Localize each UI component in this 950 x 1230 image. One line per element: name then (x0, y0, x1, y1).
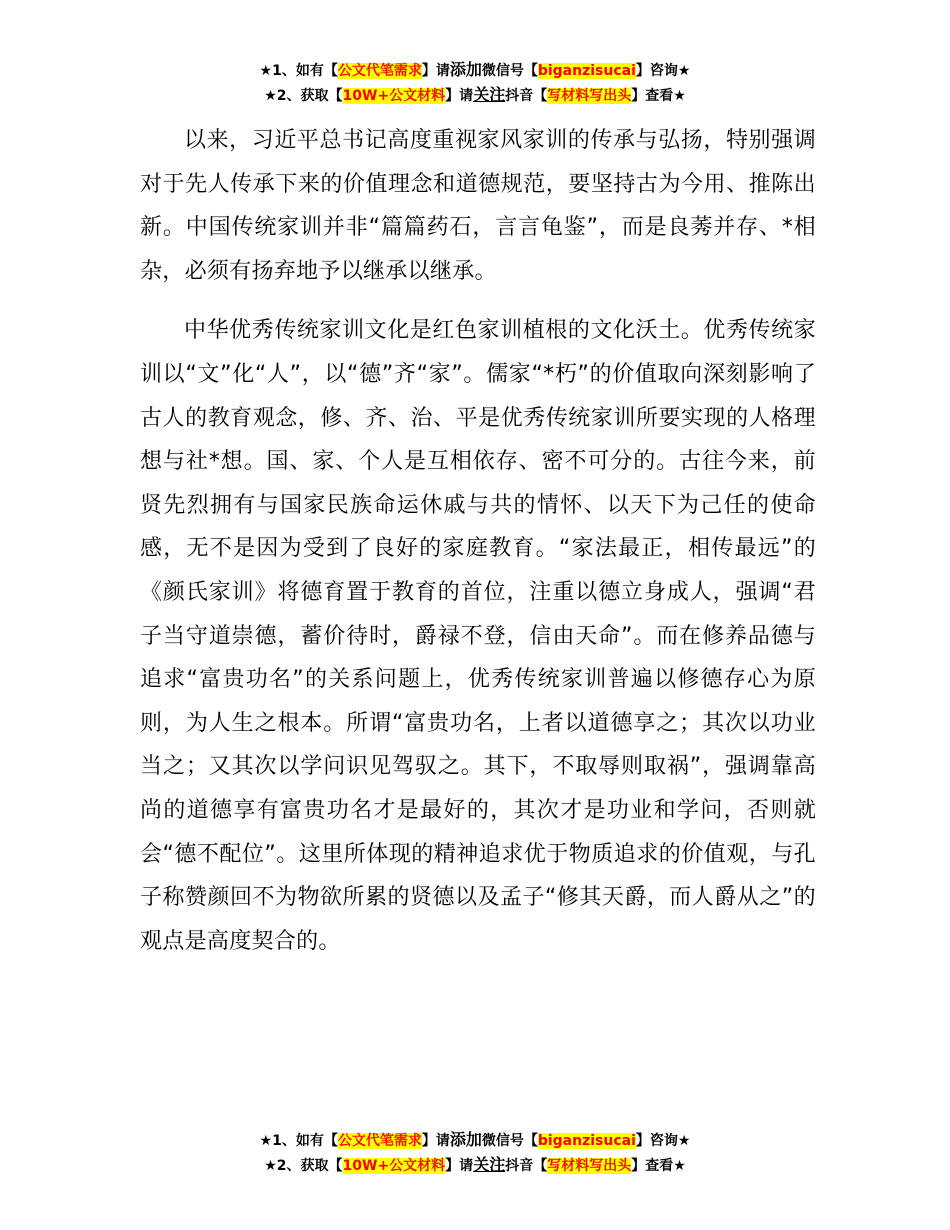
banner-text: 】请 (445, 88, 474, 104)
header-banner (0, 58, 950, 108)
banner-text: ★2、获取【 (264, 1158, 343, 1174)
banner-text: 】查看★ (631, 1158, 686, 1174)
header-banner-line-2 (0, 83, 950, 108)
footer-banner (0, 1128, 950, 1178)
highlight-materials: 10W+公文材料 (342, 1158, 446, 1174)
banner-text: 】请 (445, 1158, 474, 1174)
highlight-materials: 10W+公文材料 (342, 88, 446, 104)
banner-text-emphasis: 添加 (449, 60, 482, 79)
banner-text-emphasis: 关注 (473, 85, 506, 104)
banner-text-emphasis: 添加 (449, 1130, 482, 1149)
banner-text: 】请 (421, 63, 450, 79)
highlight-douyin-account: 写材料写出头 (547, 88, 632, 104)
banner-text: 抖音【 (505, 88, 548, 104)
highlight-wechat-id: biganzisucai (537, 63, 636, 79)
highlight-service: 公文代笔需求 (337, 63, 422, 79)
banner-text: 微信号【 (481, 63, 538, 79)
footer-banner-line-2 (0, 1153, 950, 1178)
header-banner-line-1 (0, 58, 950, 83)
banner-text: ★1、如有【 (259, 63, 338, 79)
document-body (140, 119, 816, 963)
banner-text: 】咨询★ (635, 63, 691, 79)
banner-text: 微信号【 (481, 1133, 538, 1149)
banner-text: ★1、如有【 (259, 1133, 338, 1149)
paragraph-1: 以来，习近平总书记高度重视家风家训的传承与弘扬，特别强调对于先人传承下来的价值理念和道德规范，要坚持古为今用、推陈出新。中国传统家训并非“篇篇药石，言言龟鉴”，而是良莠并存、*相杂，必须有扬弃地予以继承以继承。 (140, 128, 816, 284)
banner-text: 】请 (421, 1133, 450, 1149)
banner-text: ★2、获取【 (264, 88, 343, 104)
highlight-service: 公文代笔需求 (337, 1133, 422, 1149)
footer-banner-line-1 (0, 1128, 950, 1153)
banner-text: 】咨询★ (635, 1133, 691, 1149)
highlight-wechat-id: biganzisucai (537, 1133, 636, 1149)
paragraph-2: 中华优秀传统家训文化是红色家训植根的文化沃土。优秀传统家训以“文”化“人”，以“德”齐“家”。儒家“*朽”的价值取向深刻影响了古人的教育观念，修、齐、治、平是优秀传统家训所要实现的人格理想与社*想。国、家、个人是互相依存、密不可分的。古往今来，前贤先烈拥有与国家民族命运休戚与共的情怀、以天下为己任的使命感，无不是因为受到了良好的家庭教育。“家法最正，相传最远”的《颜氏家训》将德育置于教育的首位，注重以德立身成人，强调“君子当守道崇德，蓄价待时，爵禄不登，信由天命”。而在修养品德与追求“富贵功名”的关系问题上，优秀传统家训普遍以修德存心为原则，为人生之根本。所谓“富贵功名，上者以道德享之；其次以功业当之；又其次以学问识见驾驭之。其下，不取辱则取祸”，强调靠高尚的道德享有富贵功名才是最好的，其次才是功业和学问，否则就会“德不配位”。这里所体现的精神追求优于物质追求的价值观，与孔子称赞颜回不为物欲所累的贤德以及孟子“修其天爵，而人爵从之”的观点是高度契合的。 (140, 318, 816, 954)
banner-text: 抖音【 (505, 1158, 548, 1174)
banner-text: 】查看★ (631, 88, 686, 104)
banner-text-emphasis: 关注 (473, 1155, 506, 1174)
highlight-douyin-account: 写材料写出头 (547, 1158, 632, 1174)
